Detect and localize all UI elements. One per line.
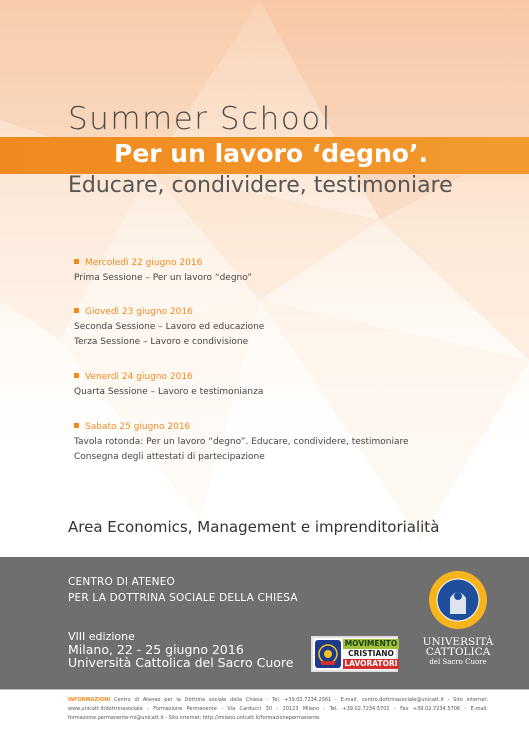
footer-label: INFORMAZIONI <box>68 697 111 703</box>
university-name <box>418 637 498 667</box>
session-block <box>74 370 263 400</box>
title-main: Per un lavoro ‘degno’. <box>114 139 428 168</box>
footer-line: - Sito internet: www.unicatt.it/dottrinasociale - Formazione Permanente - Via Carducci 30 - 20123 Milano - Tel. +39.02.7234.5701 - Fax +39.02.7234.5706 <box>68 697 489 712</box>
centro-title <box>68 574 298 606</box>
university-seal-icon <box>428 570 488 630</box>
centro-line: CENTRO DI ATENEO <box>68 576 176 588</box>
edition-dates: Milano, 22 - 25 giugno 2016 <box>68 642 244 657</box>
session-line: Prima Sessione – Per un lavoro “degno” <box>74 273 253 283</box>
mcl-line: MOVIMENTO <box>344 639 398 648</box>
session-block <box>74 305 264 350</box>
mcl-logo <box>311 636 398 672</box>
session-date: Venerdì 24 giugno 2016 <box>85 372 193 382</box>
university-line: UNIVERSITÀ <box>422 636 494 648</box>
mcl-line: CRISTIANO <box>348 649 394 658</box>
title-summer-school: Summer School <box>68 101 332 137</box>
footer-line: - E-mail: formazione.permanente-mi@unicatt.it - Sito internet: http://milano.unicatt.it/formazionepermanente <box>68 706 488 721</box>
session-line: Terza Sessione – Lavoro e condivisione <box>74 337 249 347</box>
session-line: Consegna degli attestati di partecipazione <box>74 452 265 462</box>
session-date: Mercoledì 22 giugno 2016 <box>85 258 203 268</box>
session-line: Seconda Sessione – Lavoro ed educazione <box>74 322 265 332</box>
centro-line: PER LA DOTTRINA SOCIALE DELLA CHIESA <box>68 592 298 604</box>
bullet-icon <box>74 308 79 313</box>
bullet-icon <box>74 259 79 264</box>
edition-venue: Università Cattolica del Sacro Cuore <box>68 655 294 670</box>
title-subtitle: Educare, condividere, testimoniare <box>68 173 453 198</box>
university-line: del Sacro Cuore <box>429 658 487 666</box>
mcl-emblem-icon <box>315 640 341 668</box>
mcl-text <box>343 639 399 669</box>
mcl-line: LAVORATORI <box>344 659 398 668</box>
edition-number: VIII edizione <box>68 630 135 643</box>
footer-line: Centro di Ateneo per la Dottrina sociale della Chiesa - Tel. +39.02.7234.2561 - E-mail: centro.dottrinasociale@unicatt.it <box>113 697 444 703</box>
edition-info <box>68 630 293 669</box>
area-heading: Area Economics, Management e imprenditorialità <box>68 518 440 536</box>
footer-info <box>0 689 529 750</box>
session-line: Quarta Sessione – Lavoro e testimonianza <box>74 387 264 397</box>
university-line: CATTOLICA <box>425 646 491 658</box>
session-block <box>74 256 252 286</box>
session-date: Sabato 25 giugno 2016 <box>85 422 191 432</box>
session-line: Tavola rotonda: Per un lavoro “degno”. Educare, condividere, testimoniare <box>74 437 409 447</box>
footer-text <box>68 696 488 723</box>
session-date: Giovedì 23 giugno 2016 <box>85 307 193 317</box>
bullet-icon <box>74 423 79 428</box>
session-block <box>74 420 409 465</box>
bullet-icon <box>74 373 79 378</box>
